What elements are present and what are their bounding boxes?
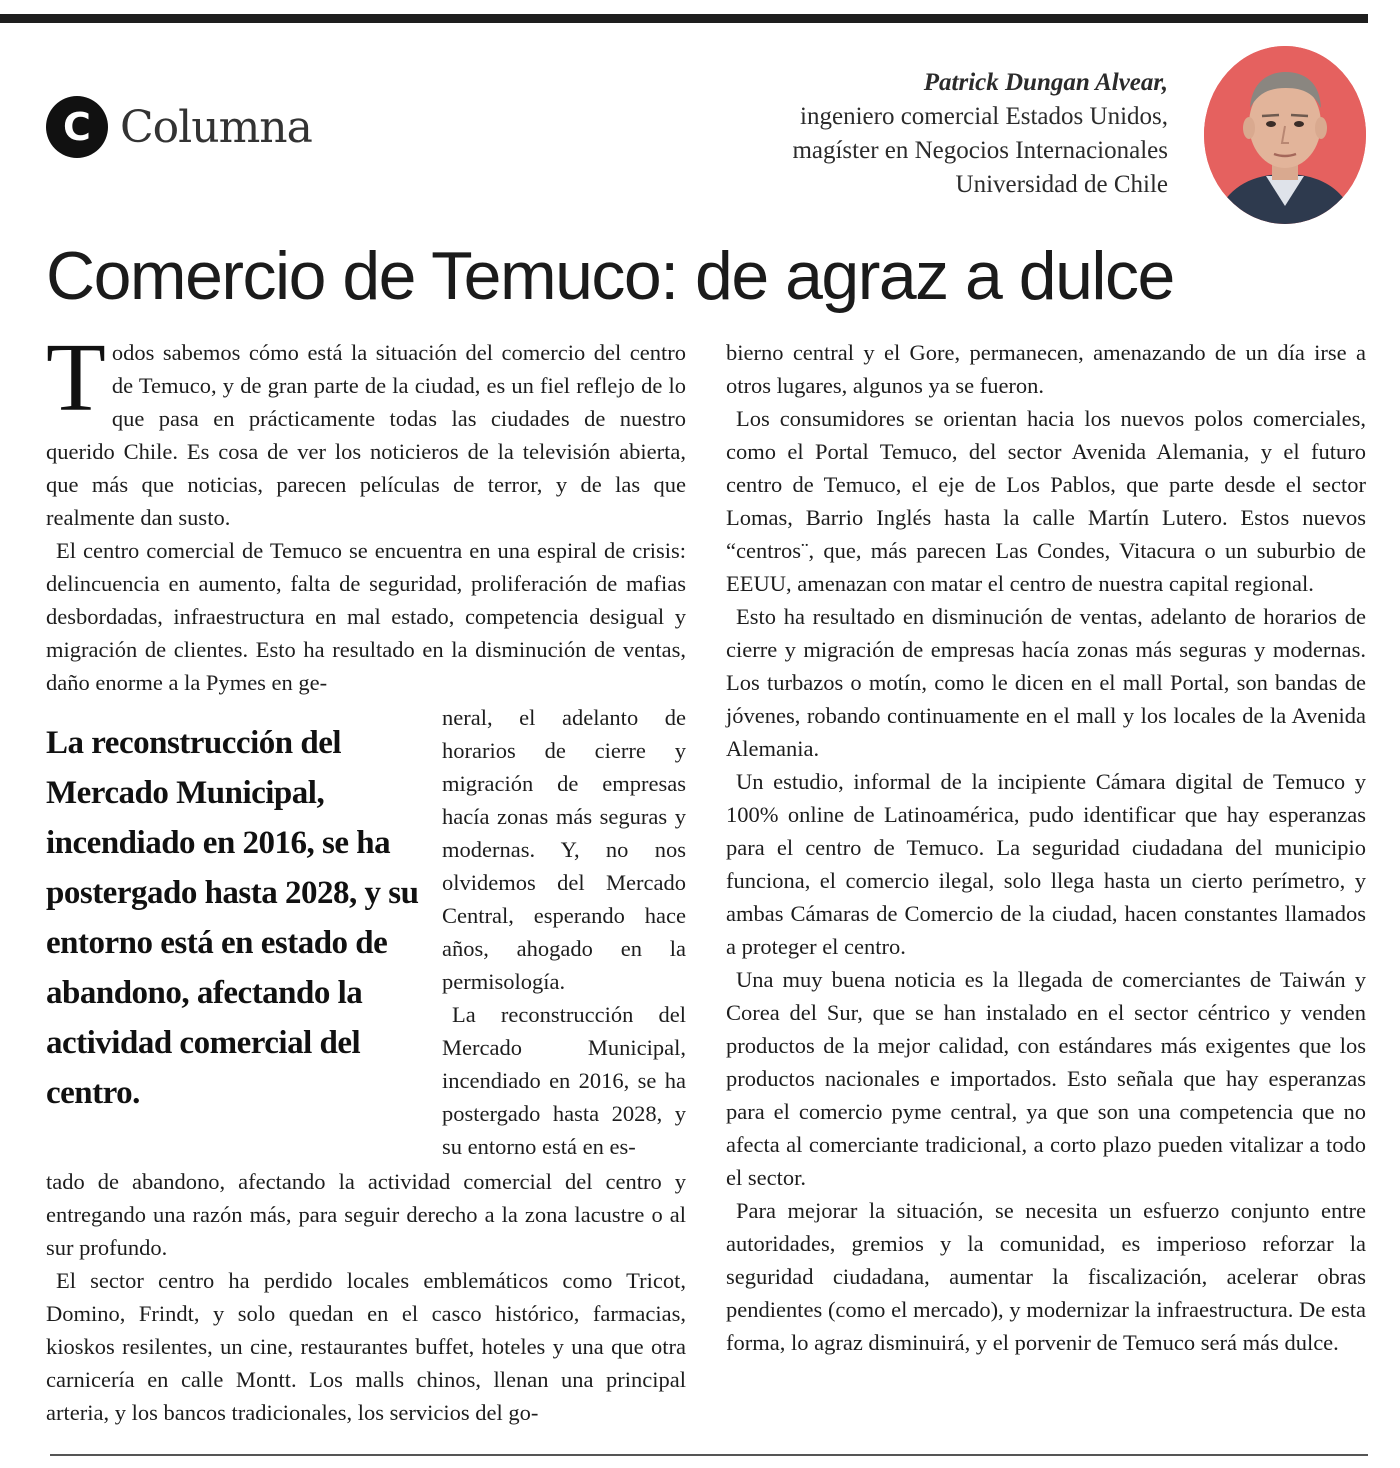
author-portrait-icon bbox=[1204, 46, 1366, 224]
author-title-line3: Universidad de Chile bbox=[955, 171, 1168, 198]
article-column-left-narrow bbox=[442, 701, 686, 1163]
author-photo bbox=[1204, 46, 1366, 224]
pull-quote: La reconstrucción del Mercado Municipal, incendiado en 2016, se ha postergado hasta 2028, y su entorno está en estado de abandono, afectando la actividad comercial del centro. bbox=[46, 725, 419, 1111]
drop-cap: T bbox=[46, 324, 106, 432]
article-headline: Comercio de Temuco: de agraz a dulce bbox=[46, 238, 1174, 314]
article-paragraph-1 bbox=[46, 324, 686, 534]
article-paragraph-5: Los consumidores se orientan hacia los nuevos polos comerciales, como el Portal Temuco, del sector Avenida Alemania, y el futuro centro de Temuco, el eje de Los Pablos, que parte desde el sector Lomas, Barrio Inglés hasta la calle Martín Lutero. Estos nuevos “centros¨, que, más parecen Las Condes, Vitacura o un suburbio de EEUU, amenazan con matar el centro de nuestra capital regional. bbox=[726, 406, 1366, 596]
article-paragraph-2-continued: neral, el adelanto de horarios de cierre y migración de empresas hacía zonas más seguras y modernas. Y, no nos olvidemos del Mercado Central, esperando hace años, ahogado en la permisología. bbox=[442, 705, 686, 994]
author-credit bbox=[698, 66, 1168, 202]
author-title-line2: magíster en Negocios Internacionales bbox=[792, 137, 1168, 164]
article-column-right bbox=[726, 336, 1366, 1359]
article-paragraph-2: El centro comercial de Temuco se encuentra en una espiral de crisis: delincuencia en aumento, falta de seguridad, proliferación de mafias desbordadas, infraestructura en mal estado, competencia desigual y migración de clientes. Esto ha resultado en la disminución de ventas, daño enorme a la Pymes en ge- bbox=[46, 538, 686, 695]
article-paragraph-4-continued: bierno central y el Gore, permanecen, amenazando de un día irse a otros lugares, algunos ya se fueron. bbox=[726, 340, 1366, 398]
article-column-left-bottom bbox=[46, 1165, 686, 1429]
article-paragraph-7: Un estudio, informal de la incipiente Cámara digital de Temuco y 100% online de Latinoamérica, pudo identificar que hay esperanzas para el centro de Temuco. La seguridad ciudadana del municipio funciona, el comercio ilegal, solo llega hasta un cierto perímetro, y ambas Cámaras de Comercio de la ciudad, hacen constantes llamados a proteger el centro. bbox=[726, 769, 1366, 959]
article-paragraph-4: El sector centro ha perdido locales emblemáticos como Tricot, Domino, Frindt, y solo quedan en el casco histórico, farmacias, kioskos resilentes, un cine, restaurantes buffet, hoteles y una que otra carnicería en calle Montt. Los malls chinos, llenan una principal arteria, y los bancos tradicionales, los servicios del go- bbox=[46, 1268, 686, 1425]
section-header bbox=[46, 96, 312, 158]
section-label: Columna bbox=[120, 101, 312, 153]
top-rule bbox=[0, 14, 1368, 23]
article-paragraph-6: Esto ha resultado en disminución de ventas, adelanto de horarios de cierre y migración de empresas hacía zonas más seguras y modernas. Los turbazos o motín, como le dicen en el mall Portal, son bandas de jóvenes, robando continuamente en el mall y los locales de la Avenida Alemania. bbox=[726, 604, 1366, 761]
article-paragraph-3-continued: tado de abandono, afectando la actividad comercial del centro y entregando una razón más, para seguir derecho a la zona lacustre o al sur profundo. bbox=[46, 1169, 686, 1260]
article-paragraph-3: La reconstrucción del Mercado Municipal, incendiado en 2016, se ha postergado hasta 2028, y su entorno está en es- bbox=[442, 1002, 686, 1159]
author-name: Patrick Dungan Alvear, bbox=[923, 69, 1168, 96]
article-paragraph-8: Una muy buena noticia es la llegada de comerciantes de Taiwán y Corea del Sur, que se han instalado en el sector céntrico y venden productos de la mejor calidad, con estándares más exigentes que los productos nacionales e importados. Esto señala que hay esperanzas para el comercio pyme central, ya que son una competencia que no afecta al comerciante tradicional, a corto plazo pueden vitalizar a todo el sector. bbox=[726, 967, 1366, 1190]
bottom-rule bbox=[50, 1454, 1368, 1456]
article-column-left-top bbox=[46, 324, 686, 699]
paragraph-1-text: odos sabemos cómo está la situación del comercio del centro de Temuco, y de gran parte de la ciudad, es un fiel reflejo de lo que pasa en prácticamente todas las ciudades de nuestro querido Chile. Es cosa de ver los noticieros de la televisión abierta, que más que noticias, parecen películas de terror, y de las que realmente dan susto. bbox=[46, 340, 686, 530]
section-badge-icon: C bbox=[46, 96, 108, 158]
author-title-line1: ingeniero comercial Estados Unidos, bbox=[800, 103, 1168, 130]
article-paragraph-9: Para mejorar la situación, se necesita un esfuerzo conjunto entre autoridades, gremios y la comunidad, es imperioso reforzar la seguridad ciudadana, aumentar la fiscalización, acelerar obras pendientes (como el mercado), y modernizar la infraestructura. De esta forma, lo agraz disminuirá, y el porvenir de Temuco será más dulce. bbox=[726, 1198, 1366, 1355]
